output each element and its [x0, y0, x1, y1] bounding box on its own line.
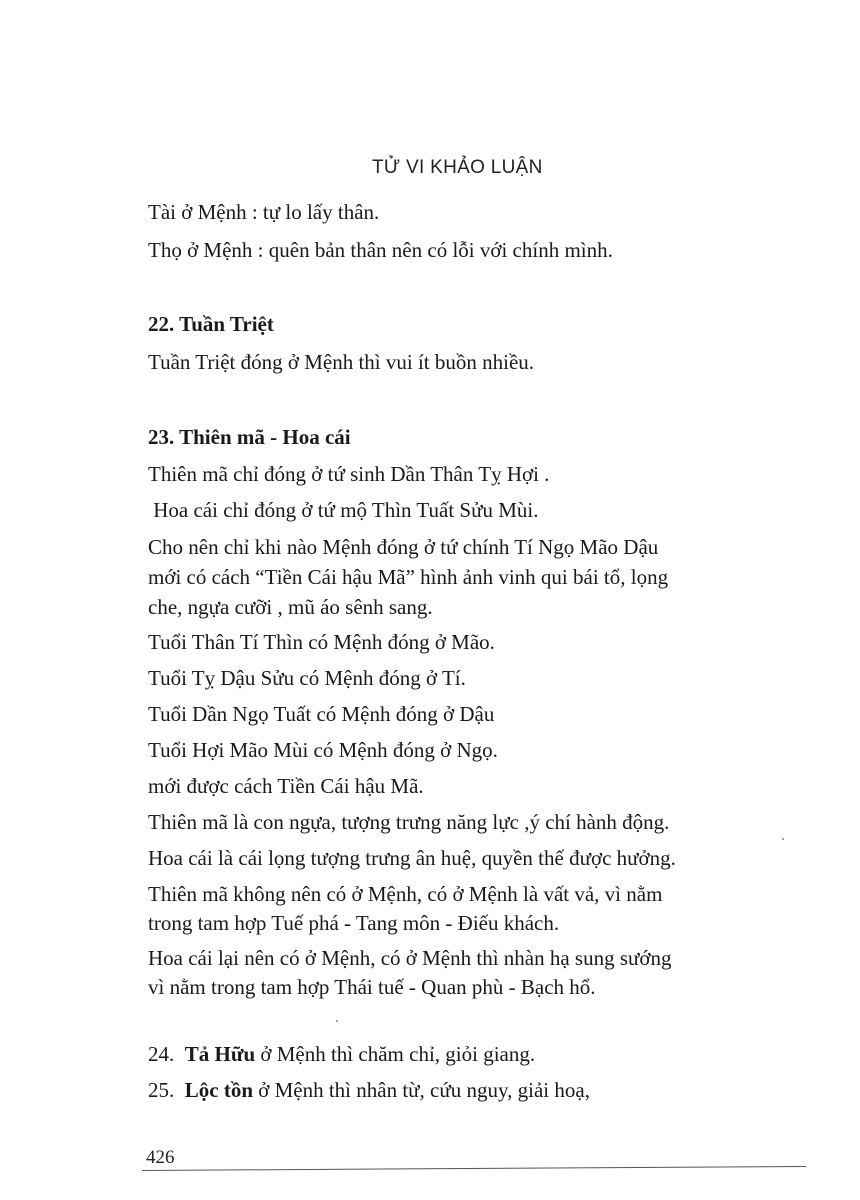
text-line: Thọ ở Mệnh : quên bản thân nên có lỗi với chính mình.: [148, 238, 613, 262]
section-text: ở Mệnh thì nhân từ, cứu nguy, giải hoạ,: [253, 1078, 590, 1102]
section-number: 25.: [148, 1078, 185, 1102]
text-line: Thiên mã là con ngựa, tượng trưng năng lực ,ý chí hành động.: [148, 810, 670, 834]
text-line: Tuần Triệt đóng ở Mệnh thì vui ít buồn nhiều.: [148, 350, 535, 374]
text-line: Thiên mã không nên có ở Mệnh, có ở Mệnh là vất vả, vì nằm: [148, 882, 663, 906]
text-line: Tuổi Dần Ngọ Tuất có Mệnh đóng ở Dậu: [148, 702, 495, 726]
text-line: che, ngựa cưỡi , mũ áo sênh sang.: [148, 595, 433, 619]
text-line: Hoa cái chỉ đóng ở tứ mộ Thìn Tuất Sửu Mùi.: [148, 498, 539, 522]
section-text: ở Mệnh thì chăm chỉ, giỏi giang.: [255, 1042, 536, 1066]
text-line: Tài ở Mệnh : tự lo lấy thân.: [148, 200, 380, 224]
text-line: Hoa cái là cái lọng tượng trưng ân huệ, quyền thế được hưởng.: [148, 846, 676, 870]
footer-rule: [142, 1166, 806, 1171]
bold-term: Tả Hữu: [184, 1042, 256, 1066]
text-line: Tuổi Tỵ Dậu Sửu có Mệnh đóng ở Tí.: [148, 666, 466, 690]
section-heading-23: 23. Thiên mã - Hoa cái: [148, 425, 351, 449]
text-line: trong tam hợp Tuế phá - Tang môn - Điếu khách.: [148, 911, 560, 935]
text-line: Thiên mã chỉ đóng ở tứ sinh Dần Thân Tỵ Hợi .: [148, 462, 550, 486]
text-line: mới được cách Tiền Cái hậu Mã.: [148, 774, 424, 798]
page-number: 426: [146, 1147, 175, 1168]
text-line: mới có cách “Tiền Cái hậu Mã” hình ảnh vinh qui bái tổ, lọng: [148, 565, 669, 589]
scan-speck: [782, 838, 784, 840]
scan-speck: [336, 1020, 338, 1022]
text-line: Hoa cái lại nên có ở Mệnh, có ở Mệnh thì nhàn hạ sung sướng: [148, 946, 672, 970]
section-24-line: [148, 1041, 535, 1067]
section-25-line: [148, 1077, 590, 1103]
text-line: Tuổi Hợi Mão Mùi có Mệnh đóng ở Ngọ.: [148, 738, 498, 762]
text-line: vì nằm trong tam hợp Thái tuế - Quan phù - Bạch hổ.: [148, 975, 596, 999]
text-line: Cho nên chỉ khi nào Mệnh đóng ở tứ chính Tí Ngọ Mão Dậu: [148, 535, 659, 559]
section-number: 24.: [148, 1042, 185, 1066]
section-heading-22: 22. Tuần Triệt: [148, 312, 274, 336]
running-head: TỬ VI KHẢO LUẬN: [372, 157, 543, 178]
text-line: Tuổi Thân Tí Thìn có Mệnh đóng ở Mão.: [148, 630, 495, 654]
bold-term: Lộc tồn: [184, 1078, 253, 1102]
